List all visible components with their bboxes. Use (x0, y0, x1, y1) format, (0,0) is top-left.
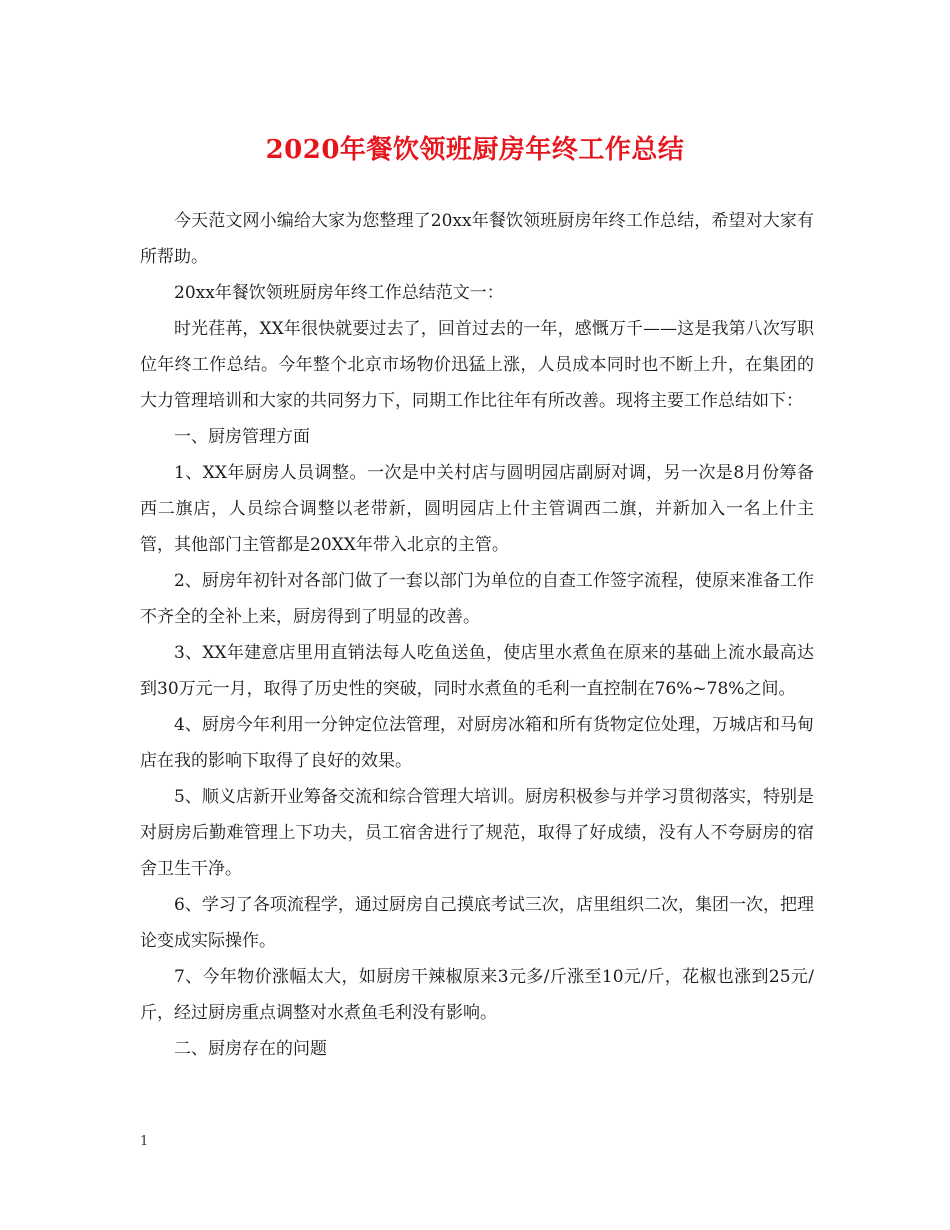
page-number: 1 (140, 1134, 149, 1149)
paragraph-item-3: 3、XX年建意店里用直销法每人吃鱼送鱼，使店里水煮鱼在原来的基础上流水最高达到30万元一月，取得了历史性的突破，同时水煮鱼的毛利一直控制在76%~78%之间。 (140, 643, 814, 699)
paragraph-item-4: 4、厨房今年利用一分钟定位法管理，对厨房冰箱和所有货物定位处理，万城店和马甸店在我的影响下取得了良好的效果。 (140, 715, 814, 771)
paragraph-opening: 时光荏苒，XX年很快就要过去了，回首过去的一年，感慨万千——这是我第八次写职位年终工作总结。今年整个北京市场物价迅猛上涨，人员成本同时也不断上升，在集团的大力管理培训和大家的共同努力下，同期工作比往年有所改善。现将主要工作总结如下： (140, 319, 814, 411)
section-heading-kitchen-problems: 二、厨房存在的问题 (174, 1039, 327, 1059)
paragraph-item-7: 7、今年物价涨幅太大，如厨房干辣椒原来3元多/斤涨至10元/斤，花椒也涨到25元/斤，经过厨房重点调整对水煮鱼毛利没有影响。 (140, 967, 814, 1023)
paragraph-item-1: 1、XX年厨房人员调整。一次是中关村店与圆明园店副厨对调，另一次是8月份筹备西二旗店，人员综合调整以老带新，圆明园店上什主管调西二旗，并新加入一名上什主管，其他部门主管都是20XX年带入北京的主管。 (140, 463, 814, 555)
paragraph-item-2: 2、厨房年初针对各部门做了一套以部门为单位的自查工作签字流程，使原来准备工作不齐全的全补上来，厨房得到了明显的改善。 (140, 571, 814, 627)
section-heading-kitchen-management: 一、厨房管理方面 (174, 427, 310, 447)
paragraph-item-5: 5、顺义店新开业筹备交流和综合管理大培训。厨房积极参与并学习贯彻落实，特别是对厨房后勤难管理上下功夫，员工宿舍进行了规范，取得了好成绩，没有人不夸厨房的宿舍卫生干净。 (140, 787, 814, 879)
document-body (140, 203, 814, 1067)
paragraph-intro: 今天范文网小编给大家为您整理了20xx年餐饮领班厨房年终工作总结，希望对大家有所帮助。 (140, 211, 814, 267)
paragraph-sample-heading: 20xx年餐饮领班厨房年终工作总结范文一： (174, 283, 504, 303)
paragraph-item-6: 6、学习了各项流程学，通过厨房自己摸底考试三次，店里组织二次，集团一次，把理论变成实际操作。 (140, 895, 814, 951)
document-title: 2020年餐饮领班厨房年终工作总结 (265, 135, 685, 165)
